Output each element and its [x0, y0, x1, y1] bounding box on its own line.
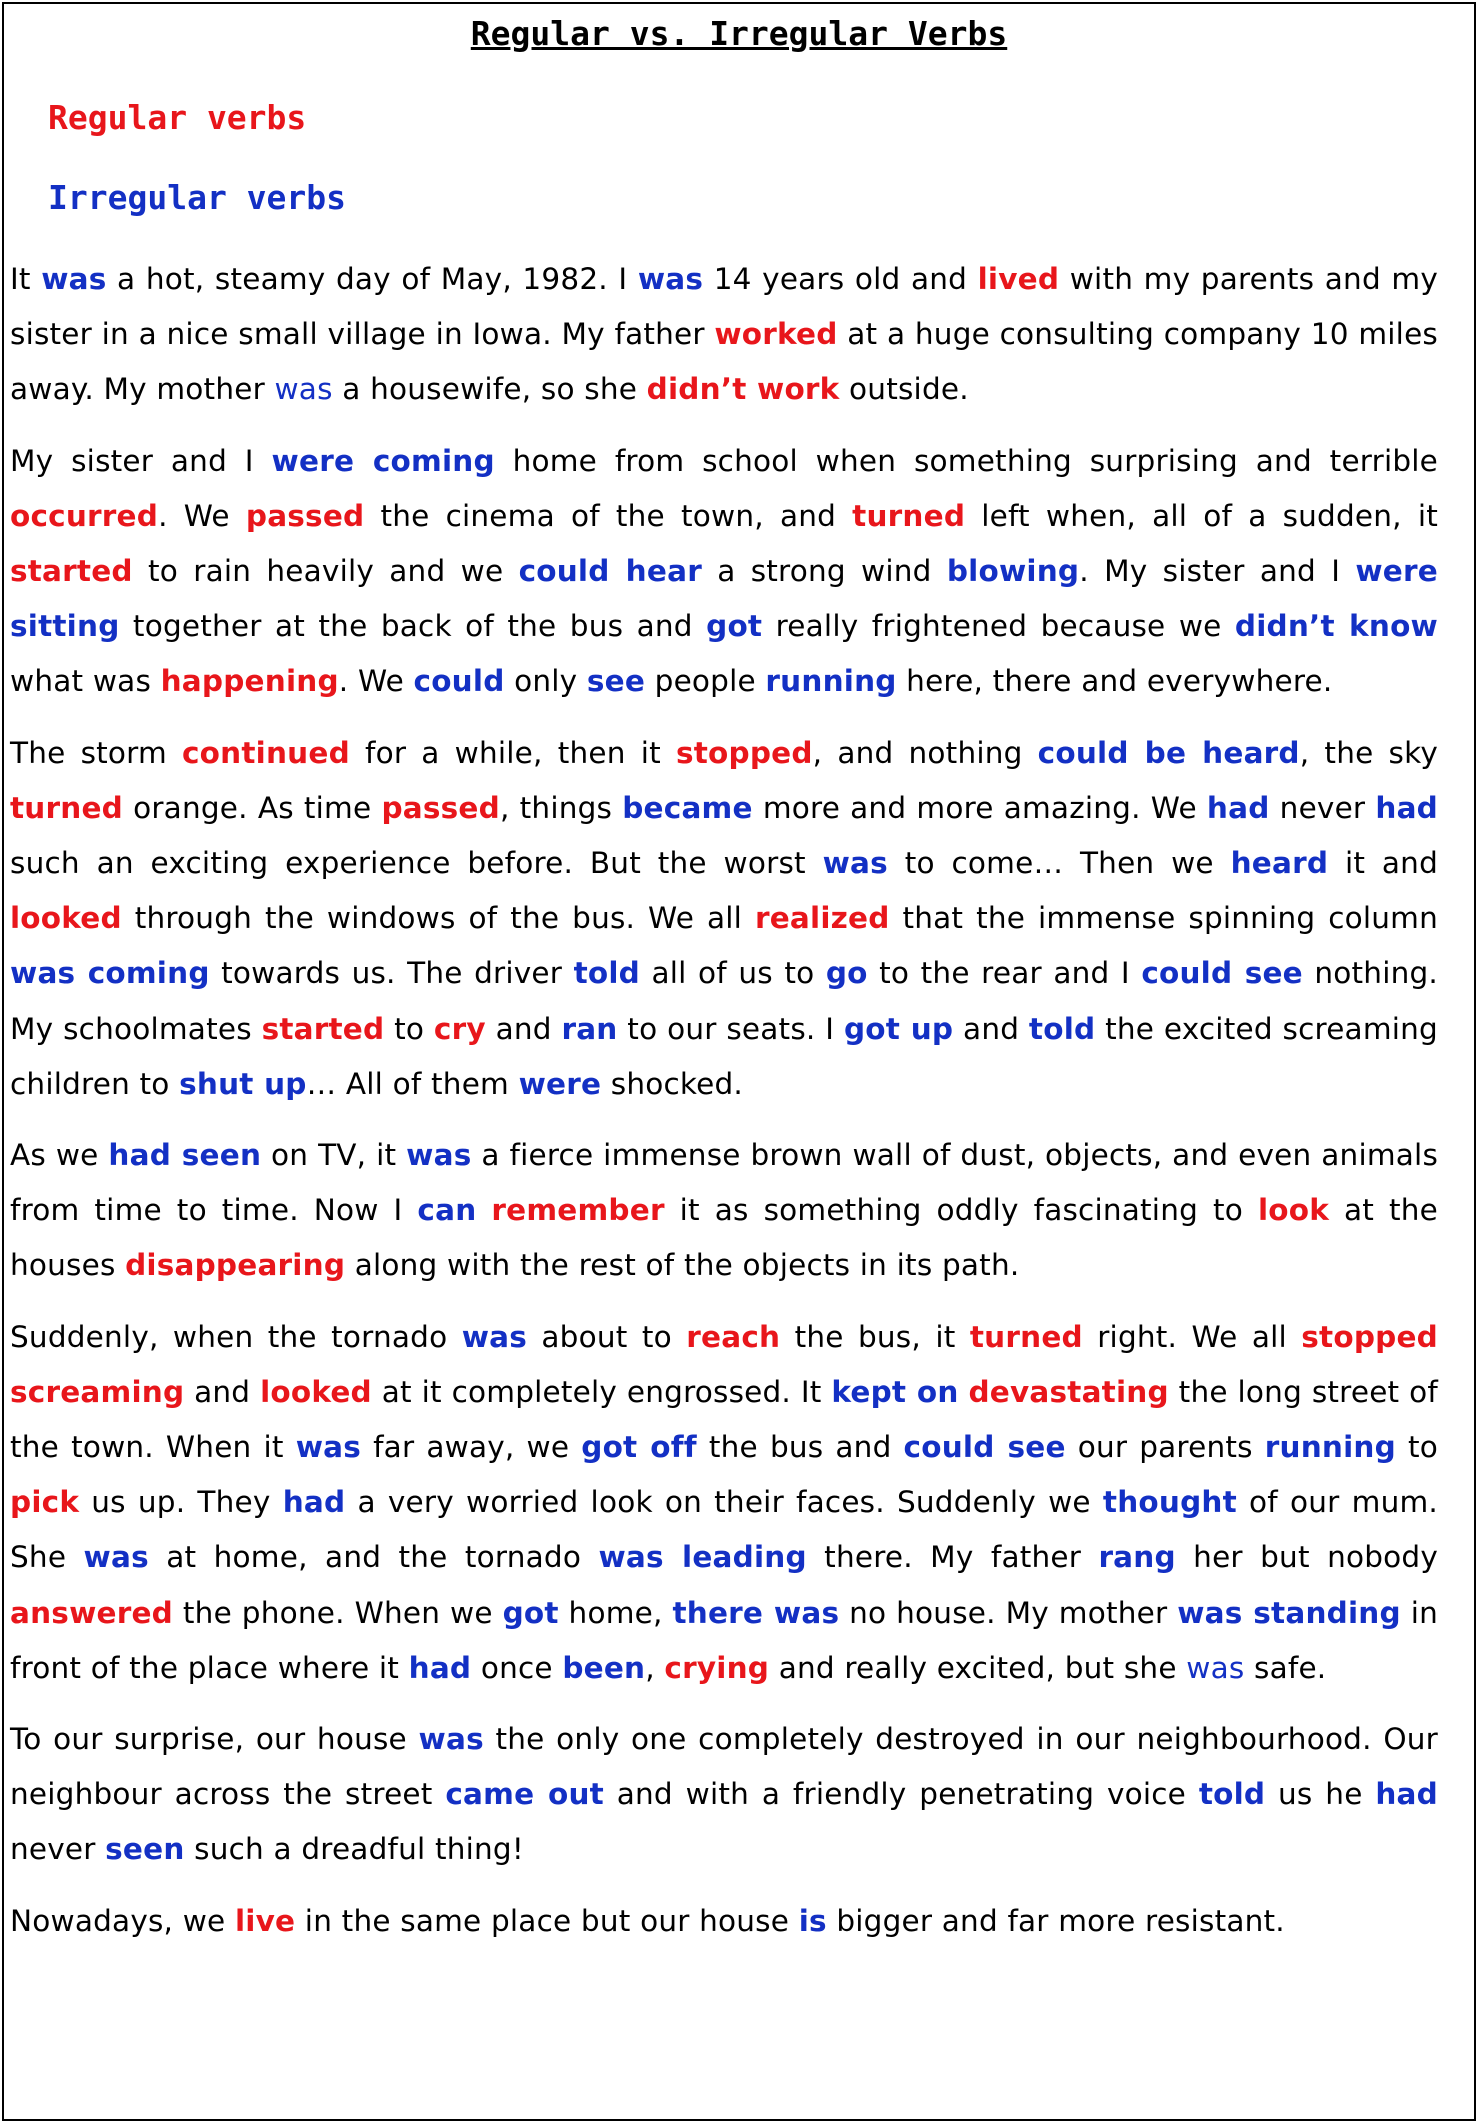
text-segment: the cinema of the town, and — [364, 498, 853, 533]
text-segment: To our surprise, our house — [10, 1722, 419, 1757]
text-segment: along with the rest of the objects in its path. — [345, 1248, 1020, 1283]
text-segment: and — [953, 1011, 1029, 1046]
irregular-verb: running — [765, 664, 897, 699]
text-segment: us he — [1265, 1777, 1376, 1812]
irregular-verb: was — [637, 262, 704, 296]
text-segment: a strong wind — [701, 554, 947, 589]
irregular-verb: could see — [903, 1430, 1066, 1465]
text-segment: for a while, then it — [349, 735, 676, 770]
text-segment: with my parents and my sister in a nice small village in Iowa. My father — [10, 262, 1438, 352]
irregular-verb: seen — [105, 1832, 185, 1867]
irregular-verb: was — [295, 1430, 362, 1465]
irregular-verb: was — [418, 1722, 484, 1757]
text-segment: the phone. When we — [173, 1595, 503, 1630]
text-segment: at the houses — [10, 1193, 1438, 1283]
text-segment: , the sky — [1299, 735, 1438, 770]
story-paragraph — [10, 1894, 1438, 1949]
regular-verb: worked — [714, 317, 838, 352]
irregular-verb: was — [822, 846, 888, 881]
text-segment: to the rear and I — [867, 956, 1142, 991]
regular-verb: answered — [10, 1595, 174, 1630]
text-segment: and — [184, 1374, 261, 1409]
text-segment: to come… Then we — [887, 846, 1231, 881]
text-segment: in the same place but our house — [295, 1903, 799, 1938]
text-segment: what was — [10, 664, 161, 699]
text-segment: through the windows of the bus. We all — [121, 901, 755, 936]
text-segment: the excited screaming children to — [10, 1011, 1438, 1101]
text-segment: home, — [558, 1595, 673, 1630]
irregular-verb: got up — [843, 1011, 954, 1046]
text-segment: a hot, steamy day of May, 1982. I — [106, 262, 638, 296]
text-segment: nothing. My schoolmates — [10, 956, 1438, 1046]
text-segment: at a huge consulting company 10 miles away. My mother — [10, 317, 1438, 407]
text-segment: our parents — [1065, 1430, 1265, 1465]
text-segment: all of us to — [639, 956, 826, 991]
text-segment: right. We all — [1082, 1319, 1302, 1354]
irregular-verb: was — [274, 372, 333, 407]
text-segment: to — [384, 1011, 434, 1046]
text-segment: towards us. The driver — [209, 956, 574, 991]
text-segment: at home, and the tornado — [148, 1540, 599, 1575]
text-segment: the bus, it — [780, 1319, 970, 1354]
irregular-verb: got — [502, 1595, 559, 1630]
text-segment: , things — [499, 790, 623, 825]
text-segment: a housewife, so she — [332, 372, 647, 407]
text-segment: once — [471, 1650, 563, 1685]
irregular-verb: got off — [581, 1430, 697, 1465]
regular-verb: turned — [852, 498, 966, 533]
text-segment: left when, all of a sudden, it — [965, 498, 1439, 533]
irregular-verb: could see — [1141, 956, 1303, 991]
irregular-verb: got — [706, 609, 763, 644]
regular-verb: realized — [754, 901, 890, 936]
text-segment: Nowadays, we — [10, 1903, 235, 1938]
text-segment: a very worried look on their faces. Suddenly we — [345, 1485, 1103, 1520]
text-segment: such a dreadful thing! — [184, 1832, 524, 1867]
text-segment: . We — [158, 498, 246, 533]
irregular-verb: told — [1028, 1011, 1096, 1046]
regular-verb: look — [1257, 1193, 1330, 1228]
irregular-verb: had — [1206, 790, 1270, 825]
regular-verb: passed — [245, 498, 365, 533]
text-segment: really frightened because we — [762, 609, 1235, 644]
text-segment: on TV, it — [261, 1138, 407, 1173]
text-segment: that the immense spinning column — [889, 901, 1438, 936]
text-segment: never — [1269, 790, 1376, 825]
regular-verb: started — [10, 554, 133, 589]
irregular-verb: told — [573, 956, 640, 991]
irregular-verb: had seen — [108, 1138, 262, 1173]
text-segment: 14 years old and — [703, 262, 978, 296]
text-segment: and — [485, 1011, 562, 1046]
text-segment: … All of them — [306, 1066, 519, 1101]
regular-verb: lived — [977, 262, 1060, 296]
text-segment: about to — [527, 1319, 687, 1354]
text-segment: to — [1395, 1430, 1439, 1465]
regular-verb: looked — [10, 901, 122, 936]
irregular-verb: had — [1375, 790, 1438, 825]
text-segment: only — [504, 664, 587, 699]
irregular-verb: shut up — [179, 1066, 307, 1101]
story-paragraph — [10, 434, 1438, 710]
regular-verb: happening — [160, 664, 339, 699]
irregular-verb: were coming — [271, 443, 495, 478]
text-segment: home from school when something surprising and terrible — [494, 443, 1439, 478]
irregular-verb: had — [282, 1485, 346, 1520]
text-segment: her but nobody — [1175, 1540, 1438, 1575]
irregular-verb: was — [461, 1319, 528, 1354]
regular-verb: turned — [10, 790, 123, 825]
text-segment: My sister and I — [10, 443, 272, 478]
irregular-verb: rang — [1098, 1540, 1176, 1575]
text-segment: Suddenly, when the tornado — [10, 1319, 462, 1354]
text-segment: here, there and everywhere. — [896, 664, 1333, 699]
text-segment: a fierce immense brown wall of dust, objects, and even animals from time to time. Now I — [10, 1138, 1439, 1228]
irregular-verb: was — [406, 1138, 472, 1173]
text-segment: the long street of the town. When it — [10, 1374, 1438, 1465]
text-segment: bigger and far more resistant. — [826, 1903, 1285, 1938]
irregular-verb: was leading — [598, 1540, 807, 1575]
document-page — [2, 2, 1476, 2121]
story-paragraph — [10, 1712, 1438, 1878]
irregular-verb: kept on — [831, 1374, 959, 1409]
irregular-verb: blowing — [946, 554, 1080, 589]
irregular-verb: could be heard — [1037, 735, 1300, 770]
irregular-verb: was — [41, 262, 107, 296]
legend-irregular-verbs: Irregular verbs — [48, 178, 347, 217]
text-segment: . We — [338, 664, 414, 699]
text-segment: to rain heavily and we — [132, 554, 519, 589]
irregular-verb: ran — [561, 1011, 618, 1046]
irregular-verb: told — [1198, 1777, 1266, 1812]
text-segment: such an exciting experience before. But the worst — [10, 846, 823, 881]
regular-verb: live — [234, 1903, 296, 1938]
regular-verb: occurred — [10, 498, 159, 533]
text-segment: . My sister and I — [1079, 554, 1356, 589]
story-paragraph — [10, 252, 1438, 418]
irregular-verb: heard — [1230, 846, 1329, 881]
text-segment: It — [10, 262, 42, 296]
regular-verb: didn’t work — [646, 372, 840, 407]
regular-verb: stopped — [675, 735, 813, 770]
text-segment: to our seats. I — [617, 1011, 844, 1046]
irregular-verb: thought — [1102, 1485, 1237, 1520]
story-paragraph — [10, 1128, 1438, 1294]
regular-verb: reach — [686, 1319, 781, 1354]
irregular-verb: see — [586, 664, 646, 699]
story-body — [4, 252, 1474, 1949]
text-segment: us up. They — [79, 1485, 283, 1520]
text-segment: never — [10, 1832, 106, 1867]
text-segment: outside. — [839, 372, 969, 407]
regular-verb: looked — [260, 1374, 372, 1409]
text-segment: orange. As time — [122, 790, 382, 825]
text-segment: As we — [10, 1138, 109, 1173]
text-segment: more and more amazing. We — [752, 790, 1207, 825]
irregular-verb: been — [562, 1650, 646, 1685]
irregular-verb: were — [518, 1066, 602, 1101]
text-segment: , and nothing — [812, 735, 1038, 770]
text-segment: The storm — [10, 735, 182, 770]
text-segment: in front of the place where it — [10, 1595, 1439, 1685]
text-segment: the only one completely destroyed in our neighbourhood. Our neighbour across the street — [10, 1722, 1438, 1812]
document-title: Regular vs. Irregular Verbs — [470, 14, 1008, 53]
regular-verb: devastating — [968, 1374, 1169, 1409]
text-segment: shocked. — [601, 1066, 743, 1101]
text-segment: it and — [1328, 846, 1438, 881]
text-segment: together at the back of the bus and — [119, 609, 707, 644]
regular-verb: disappearing — [125, 1248, 346, 1283]
text-segment: far away, we — [361, 1430, 582, 1465]
irregular-verb: became — [622, 790, 753, 825]
text-segment: of our mum. She — [10, 1485, 1438, 1575]
regular-verb: turned — [969, 1319, 1083, 1354]
regular-verb: crying — [664, 1650, 770, 1685]
irregular-verb: go — [825, 956, 868, 991]
irregular-verb: there was — [672, 1595, 840, 1630]
text-segment: and with a friendly penetrating voice — [603, 1777, 1199, 1812]
text-segment: and really excited, but she — [769, 1650, 1187, 1685]
irregular-verb: was standing — [1177, 1595, 1401, 1630]
irregular-verb: running — [1264, 1430, 1396, 1465]
irregular-verb: came out — [445, 1777, 604, 1812]
text-segment: safe. — [1244, 1650, 1327, 1685]
regular-verb: pick — [10, 1485, 80, 1520]
irregular-verb: could hear — [518, 554, 702, 589]
text-segment — [959, 1375, 969, 1409]
irregular-verb: didn’t know — [1234, 609, 1439, 644]
irregular-verb: was — [1186, 1650, 1245, 1685]
irregular-verb: was — [83, 1540, 149, 1575]
text-segment: no house. My mother — [839, 1595, 1178, 1630]
text-segment: , — [645, 1650, 665, 1685]
regular-verb: remember — [491, 1193, 665, 1228]
regular-verb: continued — [182, 735, 350, 770]
irregular-verb: could — [413, 664, 505, 699]
legend-regular-verbs: Regular verbs — [48, 98, 307, 137]
story-paragraph — [10, 726, 1438, 1112]
irregular-verb: can — [417, 1193, 477, 1228]
regular-verb: passed — [381, 790, 500, 825]
regular-verb: started — [261, 1011, 385, 1046]
irregular-verb: were sitting — [10, 554, 1438, 644]
irregular-verb: is — [798, 1903, 827, 1938]
irregular-verb: was coming — [10, 956, 210, 991]
text-segment — [476, 1193, 491, 1227]
regular-verb: stopped screaming — [10, 1319, 1438, 1409]
irregular-verb: had — [408, 1650, 472, 1685]
story-paragraph — [10, 1310, 1438, 1696]
text-segment: people — [645, 664, 766, 699]
regular-verb: cry — [433, 1011, 486, 1046]
irregular-verb: had — [1375, 1777, 1438, 1812]
text-segment: the bus and — [696, 1430, 904, 1465]
text-segment: it as something oddly fascinating to — [664, 1193, 1258, 1228]
text-segment: at it completely engrossed. It — [371, 1374, 832, 1409]
text-segment: there. My father — [806, 1540, 1099, 1575]
